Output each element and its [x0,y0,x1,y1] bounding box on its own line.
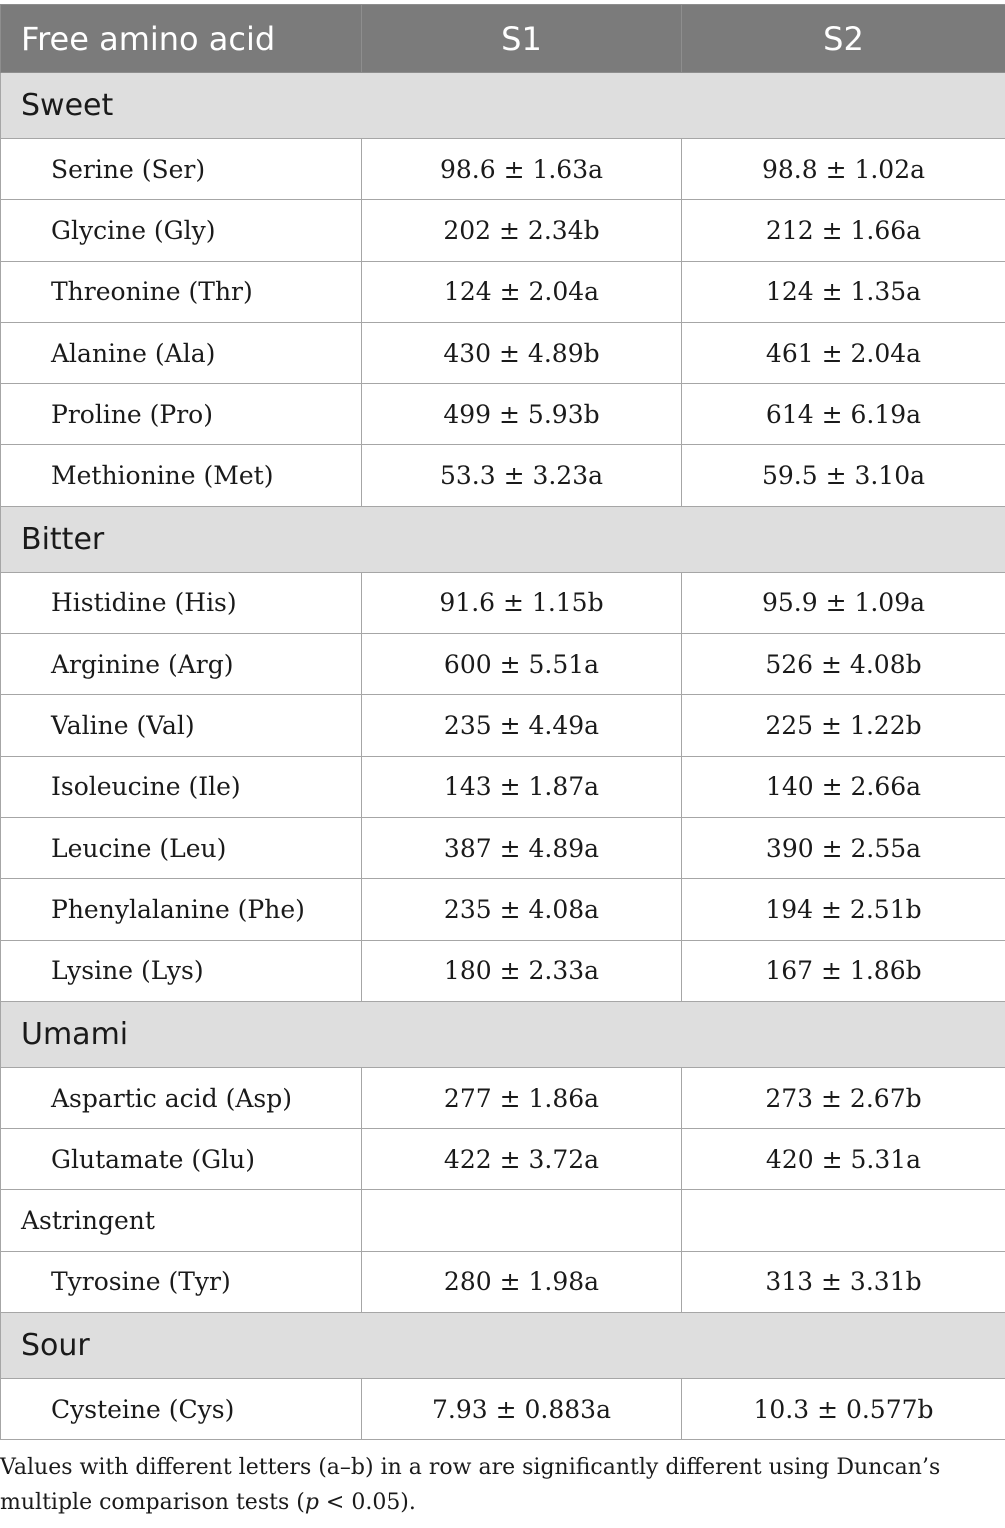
s2-value: 526 ± 4.08b [682,634,1005,695]
empty-cell [682,1190,1005,1251]
category-fill [362,73,682,139]
category-label: Sweet [1,73,362,139]
category-fill [362,1313,682,1379]
s1-value: 98.6 ± 1.63a [362,139,682,200]
s2-value: 273 ± 2.67b [682,1067,1005,1128]
table-row [1,879,1005,940]
s2-value: 461 ± 2.04a [682,322,1005,383]
amino-acid-name: Valine (Val) [1,695,362,756]
footnote-text-end: < 0.05). [318,1490,416,1515]
s1-value: 124 ± 2.04a [362,261,682,322]
table-row [1,261,1005,322]
category-fill [682,1001,1005,1067]
amino-acid-name: Tyrosine (Tyr) [1,1251,362,1312]
s2-value: 124 ± 1.35a [682,261,1005,322]
category-label: Umami [1,1001,362,1067]
category-label: Sour [1,1313,362,1379]
amino-acid-name: Leucine (Leu) [1,817,362,878]
s1-value: 277 ± 1.86a [362,1067,682,1128]
s2-value: 95.9 ± 1.09a [682,572,1005,633]
s1-value: 600 ± 5.51a [362,634,682,695]
category-row [1,73,1005,139]
amino-acid-name: Cysteine (Cys) [1,1379,362,1440]
table-row [1,1067,1005,1128]
amino-acid-name: Serine (Ser) [1,139,362,200]
s1-value: 7.93 ± 0.883a [362,1379,682,1440]
category-row [1,506,1005,572]
column-header-s2: S2 [682,5,1005,73]
amino-acid-name: Isoleucine (Ile) [1,756,362,817]
s2-value: 390 ± 2.55a [682,817,1005,878]
amino-acid-name: Glutamate (Glu) [1,1129,362,1190]
category-row [1,1313,1005,1379]
table-row [1,940,1005,1001]
s2-value: 614 ± 6.19a [682,384,1005,445]
table-row [1,384,1005,445]
table-row [1,1129,1005,1190]
s1-value: 143 ± 1.87a [362,756,682,817]
s1-value: 235 ± 4.08a [362,879,682,940]
category-label: Astringent [1,1190,362,1251]
column-header-amino-acid: Free amino acid [1,5,362,73]
table-row [1,139,1005,200]
table-row [1,695,1005,756]
amino-acid-name: Lysine (Lys) [1,940,362,1001]
s1-value: 499 ± 5.93b [362,384,682,445]
category-fill [682,73,1005,139]
s2-value: 420 ± 5.31a [682,1129,1005,1190]
amino-acid-name: Arginine (Arg) [1,634,362,695]
table-row [1,634,1005,695]
amino-acid-name: Methionine (Met) [1,445,362,506]
amino-acid-name: Aspartic acid (Asp) [1,1067,362,1128]
amino-acid-name: Histidine (His) [1,572,362,633]
column-header-s1: S1 [362,5,682,73]
category-row [1,1001,1005,1067]
category-fill [362,1001,682,1067]
footnote-text: Values with different letters (a–b) in a row are significantly different using Duncan’s multiple comparison tests ( [0,1455,941,1515]
s1-value: 422 ± 3.72a [362,1129,682,1190]
s1-value: 180 ± 2.33a [362,940,682,1001]
table-row [1,1251,1005,1312]
category-row [1,1190,1005,1251]
amino-acid-name: Alanine (Ala) [1,322,362,383]
amino-acid-name: Proline (Pro) [1,384,362,445]
table-row [1,756,1005,817]
category-fill [682,506,1005,572]
s2-value: 194 ± 2.51b [682,879,1005,940]
amino-acid-name: Phenylalanine (Phe) [1,879,362,940]
s1-value: 387 ± 4.89a [362,817,682,878]
s1-value: 53.3 ± 3.23a [362,445,682,506]
s2-value: 313 ± 3.31b [682,1251,1005,1312]
category-fill [682,1313,1005,1379]
s1-value: 202 ± 2.34b [362,200,682,261]
table-header-row [1,5,1005,73]
s1-value: 235 ± 4.49a [362,695,682,756]
table-row [1,572,1005,633]
s2-value: 225 ± 1.22b [682,695,1005,756]
s2-value: 98.8 ± 1.02a [682,139,1005,200]
s2-value: 10.3 ± 0.577b [682,1379,1005,1440]
s1-value: 280 ± 1.98a [362,1251,682,1312]
amino-acid-name: Threonine (Thr) [1,261,362,322]
s1-value: 430 ± 4.89b [362,322,682,383]
table-row [1,322,1005,383]
s2-value: 167 ± 1.86b [682,940,1005,1001]
s2-value: 212 ± 1.66a [682,200,1005,261]
table-row [1,200,1005,261]
empty-cell [362,1190,682,1251]
table-row [1,445,1005,506]
s2-value: 140 ± 2.66a [682,756,1005,817]
footnote-p-symbol: p [304,1490,319,1515]
amino-acid-name: Glycine (Gly) [1,200,362,261]
table-row [1,1379,1005,1440]
s1-value: 91.6 ± 1.15b [362,572,682,633]
table-body [1,73,1005,1440]
table-footnote [0,1450,1005,1520]
table-row [1,817,1005,878]
category-fill [362,506,682,572]
s2-value: 59.5 ± 3.10a [682,445,1005,506]
amino-acid-table [0,4,1005,1440]
category-label: Bitter [1,506,362,572]
